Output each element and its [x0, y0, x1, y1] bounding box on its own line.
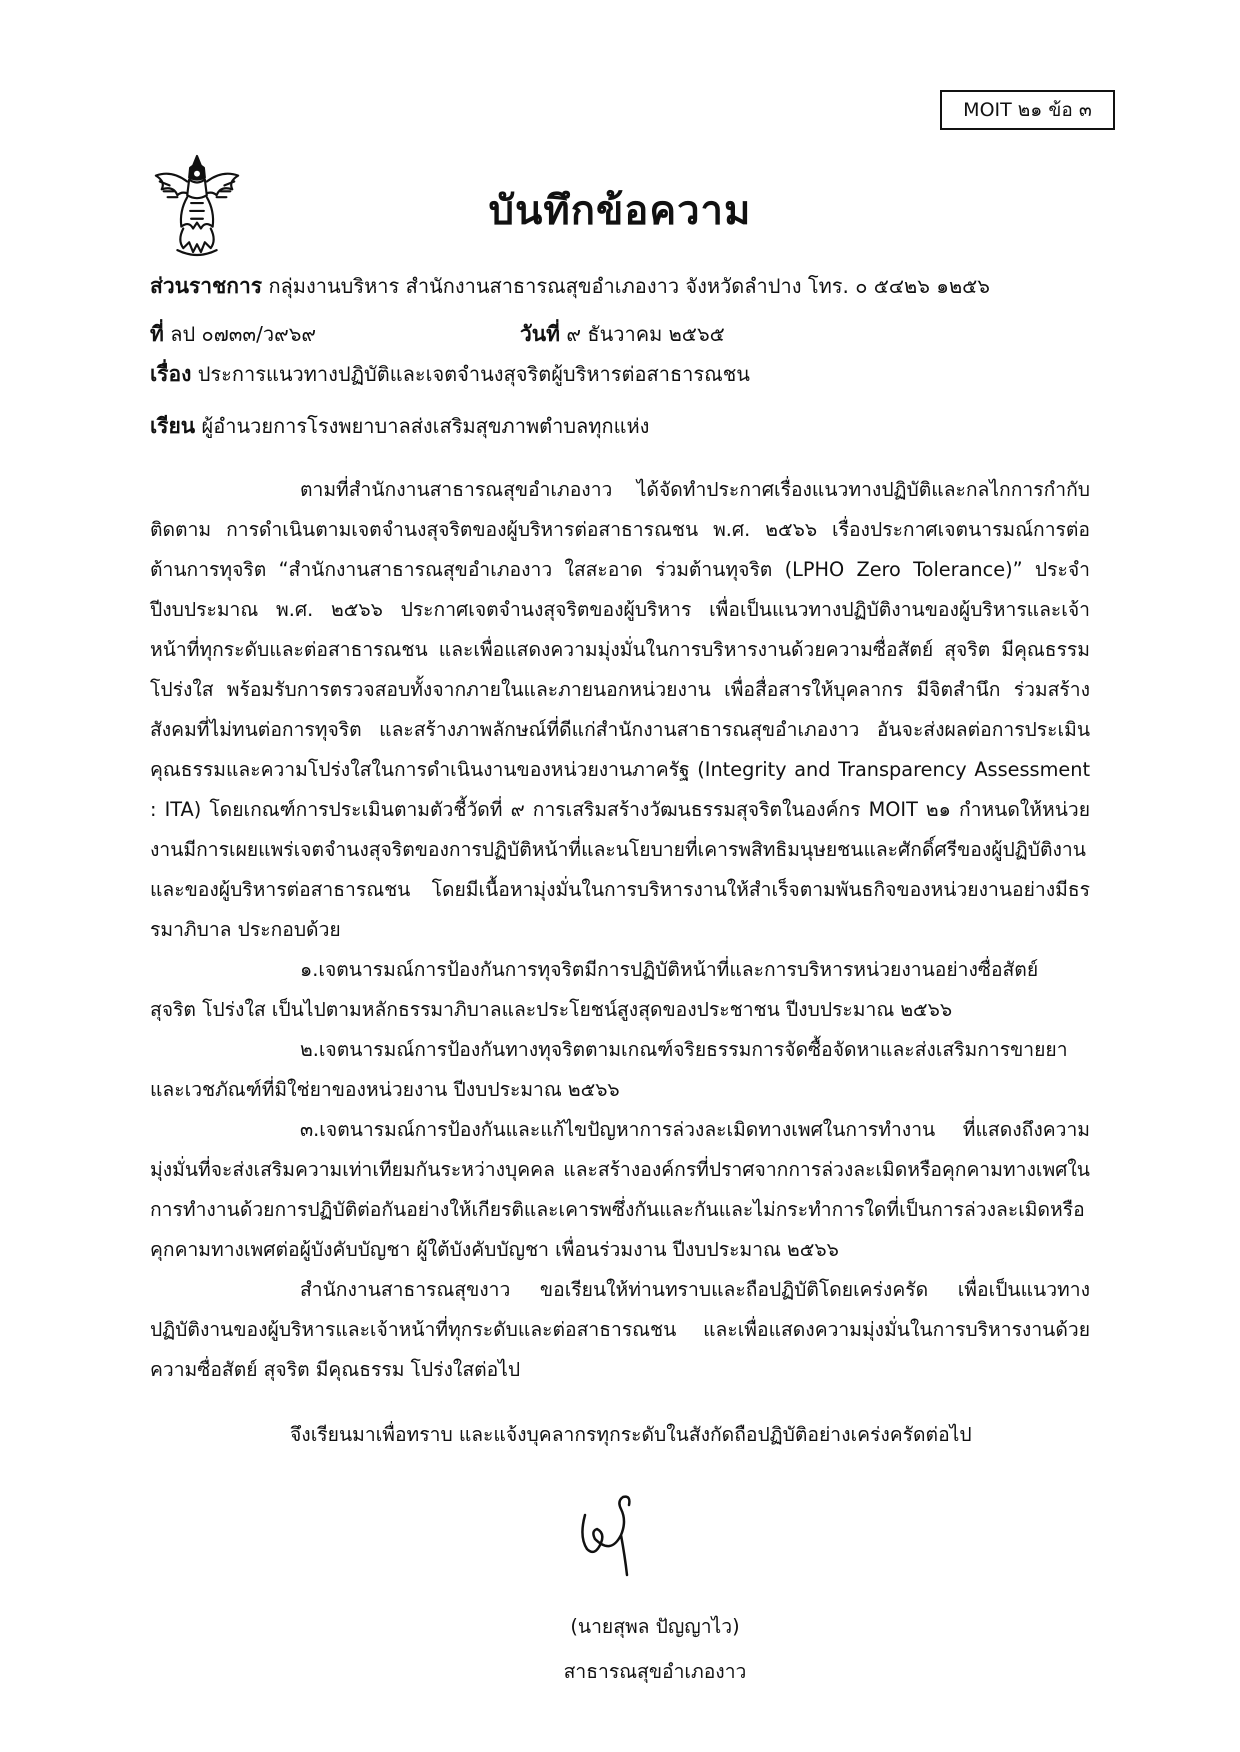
date-line	[520, 318, 725, 351]
body-paragraph-item-2: ๒.เจตนารมณ์การป้องกันทางทุจริตตามเกณฑ์จริยธรรมการจัดซื้อจัดหาและส่งเสริมการขายยาและเวชภัณฑ์ที่มิใช่ยาของหน่วยงาน ปีงบประมาณ ๒๕๖๖	[150, 1038, 1068, 1101]
department-value: กลุ่มงานบริหาร สำนักงานสาธารณสุขอำเภองาว จังหวัดลำปาง โทร. ๐ ๕๔๒๖ ๑๒๕๖	[268, 274, 990, 298]
reference-code-box: MOIT ๒๑ ข้อ ๓	[940, 90, 1115, 130]
doc-number-value: ลป ๐๗๓๓/ว๙๖๙	[170, 322, 317, 346]
date-label: วันที่	[520, 322, 560, 346]
signer-position: สาธารณสุขอำเภองาว	[563, 1660, 747, 1683]
recipient-label: เรียน	[150, 414, 196, 438]
document-title: บันทึกข้อความ	[488, 188, 752, 234]
recipient-line	[150, 410, 649, 443]
handwritten-signature	[565, 1485, 655, 1580]
memo-body	[150, 470, 1090, 1390]
recipient-value: ผู้อำนวยการโรงพยาบาลส่งเสริมสุขภาพตำบลทุกแห่ง	[201, 414, 650, 438]
body-paragraph-intro: ตามที่สำนักงานสาธารณสุขอำเภองาว ได้จัดทำประกาศเรื่องแนวทางปฏิบัติและกลไกการกำกับติดตาม การดำเนินตามเจตจำนงสุจริตของผู้บริหารต่อสาธารณชน พ.ศ. ๒๕๖๖ เรื่องประกาศเจตนารมณ์การต่อต้านการทุจริต “สำนักงานสาธารณสุขอำเภองาว ใสสะอาด ร่วมต้านทุจริต (LPHO Zero Tolerance)” ประจำปีงบประมาณ พ.ศ. ๒๕๖๖ ประกาศเจตจำนงสุจริตของผู้บริหาร เพื่อเป็นแนวทางปฏิบัติงานของผู้บริหารและเจ้าหน้าที่ทุกระดับและต่อสาธารณชน และเพื่อแสดงความมุ่งมั่นในการบริหารงานด้วยความซื่อสัตย์ สุจริต มีคุณธรรม โปร่งใส พร้อมรับการตรวจสอบทั้งจากภายในและภายนอกหน่วยงาน เพื่อสื่อสารให้บุคลากร มีจิตสำนึก ร่วมสร้างสังคมที่ไม่ทนต่อการทุจริต และสร้างภาพลักษณ์ที่ดีแก่สำนักงานสาธารณสุขอำเภองาว อันจะส่งผลต่อการประเมินคุณธรรมและความโปร่งใสในการดำเนินงานของหน่วยงานภาครัฐ (Integrity and Transparency Assessment : ITA) โดยเกณฑ์การประเมินตามตัวชี้วัดที่ ๙ การเสริมสร้างวัฒนธรรมสุจริตในองค์กร MOIT ๒๑ กำหนดให้หน่วยงานมีการเผยแพร่เจตจำนงสุจริตของการปฏิบัติหน้าที่และนโยบายที่เคารพสิทธิมนุษยชนและศักดิ์ศรีของผู้ปฏิบัติงานและของผู้บริหารต่อสาธารณชน โดยมีเนื้อหามุ่งมั่นในการบริหารงานให้สำเร็จตามพันธกิจของหน่วยงานอย่างมีธรรมาภิบาล ประกอบด้วย	[150, 478, 1090, 941]
closing-line: จึงเรียนมาเพื่อทราบ และแจ้งบุคลากรทุกระดับในสังกัดถือปฏิบัติอย่างเคร่งครัดต่อไป	[290, 1423, 972, 1446]
body-paragraph-instruction: สำนักงานสาธารณสุขงาว ขอเรียนให้ท่านทราบและถือปฏิบัติโดยเคร่งครัด เพื่อเป็นแนวทางปฏิบัติงานของผู้บริหารและเจ้าหน้าที่ทุกระดับและต่อสาธารณชน และเพื่อแสดงความมุ่งมั่นในการบริหารงานด้วยความซื่อสัตย์ สุจริต มีคุณธรรม โปร่งใสต่อไป	[150, 1278, 1090, 1381]
department-label: ส่วนราชการ	[150, 274, 263, 298]
doc-number-line	[150, 318, 316, 351]
subject-line	[150, 358, 750, 391]
department-line	[150, 270, 990, 303]
doc-number-label: ที่	[150, 322, 164, 346]
subject-value: ประการแนวทางปฏิบัติและเจตจำนงสุจริตผู้บริหารต่อสาธารณชน	[197, 362, 750, 386]
subject-label: เรื่อง	[150, 362, 192, 386]
body-paragraph-item-3: ๓.เจตนารมณ์การป้องกันและแก้ไขปัญหาการล่วงละเมิดทางเพศในการทำงาน ที่แสดงถึงความมุ่งมั่นที่จะส่งเสริมความเท่าเทียมกันระหว่างบุคคล และสร้างองค์กรที่ปราศจากการล่วงละเมิดหรือคุกคามทางเพศในการทำงานด้วยการปฏิบัติต่อกันอย่างให้เกียรติและเคารพซึ่งกันและกันและไม่กระทำการใดที่เป็นการล่วงละเมิดหรือคุกคามทางเพศต่อผู้บังคับบัญชา ผู้ใต้บังคับบัญชา เพื่อนร่วมงาน ปีงบประมาณ ๒๕๖๖	[150, 1118, 1090, 1261]
signer-name: (นายสุพล ปัญญาไว)	[570, 1615, 740, 1638]
body-paragraph-item-1: ๑.เจตนารมณ์การป้องกันการทุจริตมีการปฏิบัติหน้าที่และการบริหารหน่วยงานอย่างซื่อสัตย์ สุจริต โปร่งใส เป็นไปตามหลักธรรมาภิบาลและประโยชน์สูงสุดของประชาชน ปีงบประมาณ ๒๕๖๖	[150, 958, 1039, 1021]
date-value: ๙ ธันวาคม ๒๕๖๕	[566, 322, 725, 346]
